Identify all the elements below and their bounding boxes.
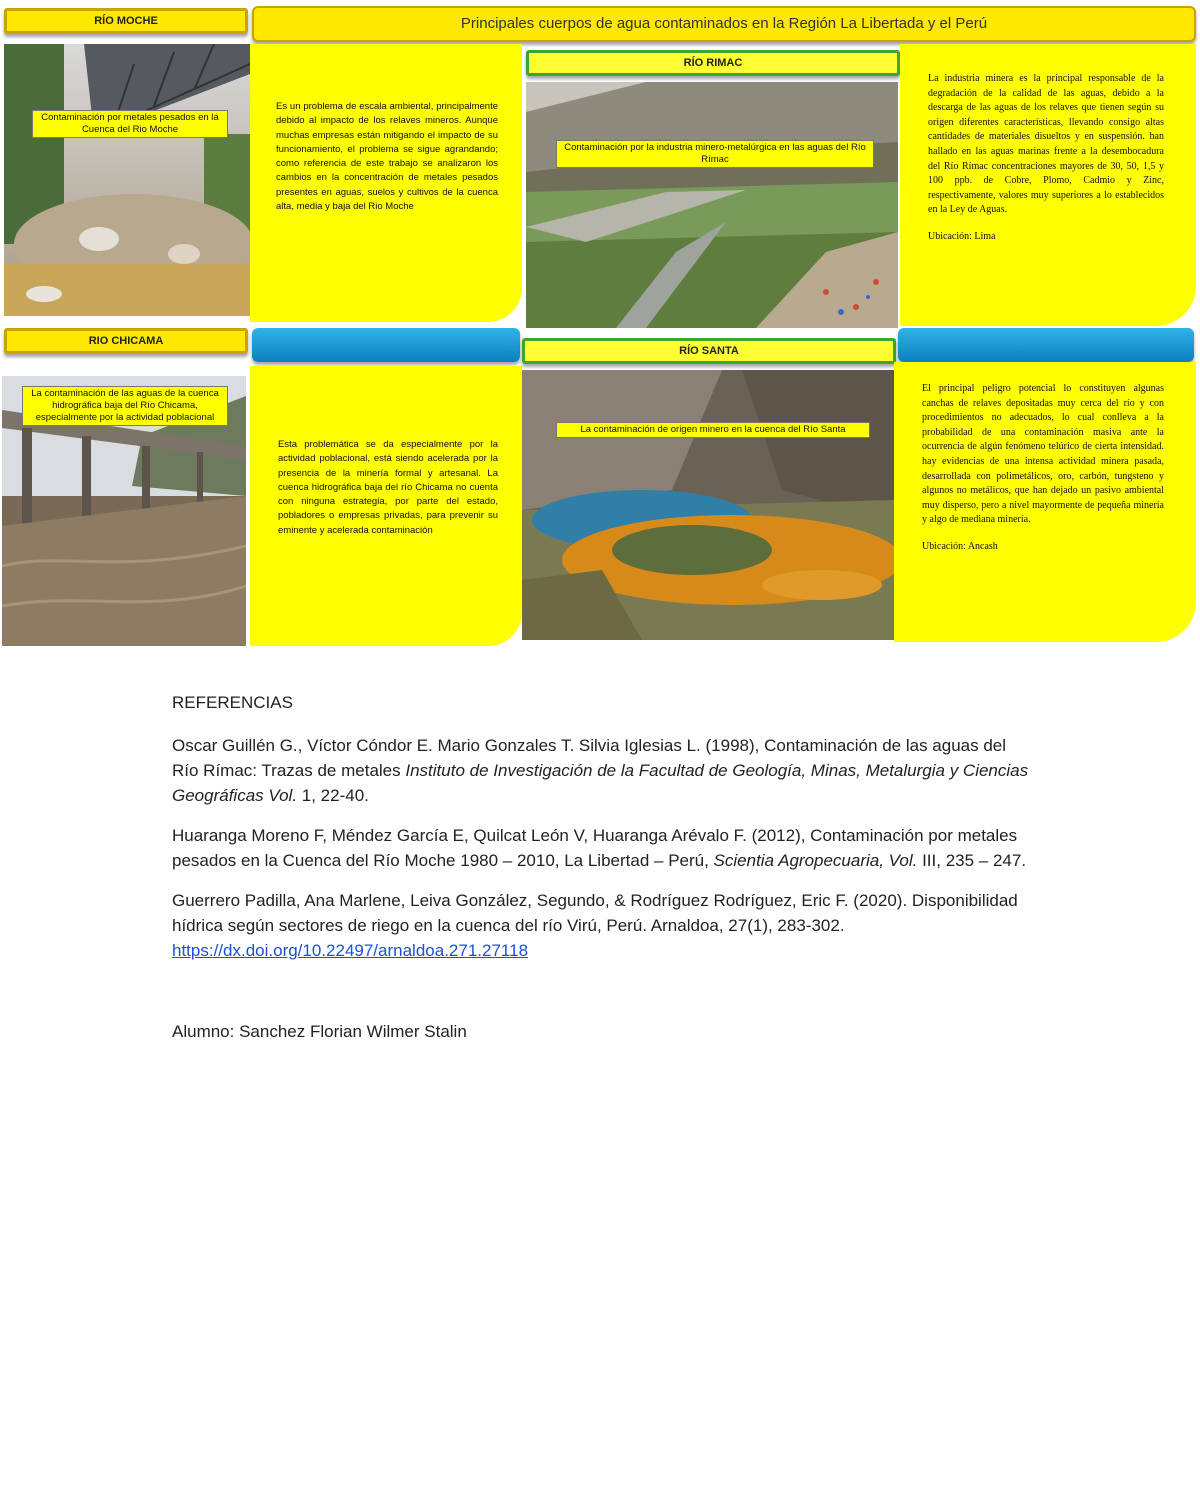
moche-photo-image (4, 44, 250, 316)
rimac-text-block (928, 72, 1164, 257)
chicama-text: Esta problemática se da especialmente por la actividad poblacional, está siendo acelerada por la presencia de la minería formal y artesanal. La cuenca hidrográfica baja del río Chicama no cuenta con ninguna estrategia, por parte del estado, pobladores o empresas privadas, para prevenir su eminente y acelerada contaminación (278, 439, 498, 536)
moche-text: Es un problema de escala ambiental, principalmente debido al impacto de los relaves mineros. Aunque muchas empresas están mitigando el impacto de su funcionamiento, el problema se sigue agrandando; como referencia de este trabajo se analizaron los cambios en la concentración de metales pesados presentes en aguas, suelos y cultivos de la cuenca alta, media y baja del Rio Moche (276, 101, 498, 213)
rimac-caption: Contaminación por la industria minero-metalúrgica en las aguas del Río Rímac (556, 140, 874, 168)
moche-photo (4, 44, 250, 316)
moche-tag: RÍO MOCHE (4, 8, 248, 34)
reference-3-doi-link[interactable]: https://dx.doi.org/10.22497/arnaldoa.271.27118 (172, 941, 529, 960)
santa-blue-bar (898, 328, 1194, 362)
rimac-tag: RÍO RIMAC (526, 50, 900, 76)
rimac-text: La industria minera es la principal responsable de la degradación de la calidad de las aguas, debido a la descarga de las aguas de los relaves que tienen según su origen diferentes características, llevando consigo altas cantidades de materiales disueltos y en suspensión. han hallado en las aguas marinas frente a la desembocadura del Río Rímac concentraciones mayores de 30, 50, 1,5 y 100 ppb. de Cobre, Plomo, Cadmio y Zinc, respectivamente, valores muy superiores a lo establecidos en la Ley de Aguas. (928, 73, 1164, 216)
santa-text-block (922, 382, 1164, 567)
santa-text: El principal peligro potencial lo constituyen algunas canchas de relaves depositadas muy cerca del río y con procedimientos no adecuados, lo cual conlleva a la probabilidad de una contaminación masiva ante la ocurrencia de algún fenómeno telúrico de cierta intensidad. hay evidencias de una intensa actividad minera pasada, desarrollada con polimetálicos, oro, carbón, tungsteno y algunos no metálicos, que han dejado un pasivo ambiental muy disperso, pero a nivel mayormente de pequeña minería y algo de mediana minería. (922, 383, 1164, 526)
reference-2-journal: Scientia Agropecuaria, Vol. (713, 851, 918, 870)
references-section (172, 690, 1032, 1059)
reference-1 (172, 733, 1032, 808)
reference-2-pages: III, 235 – 247. (917, 851, 1027, 870)
chicama-caption: La contaminación de las aguas de la cuenca hidrográfica baja del Río Chicama, especialmente por la actividad poblacional (22, 386, 228, 426)
reference-2 (172, 823, 1032, 873)
santa-photo-image (522, 370, 894, 640)
santa-caption: La contaminación de origen minero en la cuenca del Río Santa (556, 422, 870, 438)
moche-card (250, 44, 522, 322)
rimac-card (900, 44, 1196, 326)
reference-2-text: Huaranga Moreno F, Méndez García E, Quilcat León V, Huaranga Arévalo F. (2012), Contaminación por metales pesados en la Cuenca del Río Moche 1980 – 2010, La Libertad – Perú, (172, 826, 1018, 870)
references-heading: REFERENCIAS (172, 693, 293, 712)
santa-location: Ubicación: Ancash (922, 540, 998, 552)
reference-3 (172, 888, 1032, 963)
reference-1-journal: Instituto de Investigación de la Facultad de Geología, Minas, Metalurgia y Ciencias Geográficas Vol. (172, 761, 1029, 805)
student-name: Alumno: Sanchez Florian Wilmer Stalin (172, 1022, 467, 1041)
reference-3-text: Guerrero Padilla, Ana Marlene, Leiva González, Segundo, & Rodríguez Rodríguez, Eric F. (2020). Disponibilidad hídrica según sectores de riego en la cuenca del río Virú, Perú. Arnaldoa, 27(1), 283-302. (172, 891, 1018, 935)
santa-card (894, 362, 1196, 642)
page-title (252, 6, 1196, 42)
chicama-card (250, 366, 522, 646)
rimac-photo-image (526, 82, 898, 328)
page-title-text: Principales cuerpos de agua contaminados en la Región La Libertada y el Perú (460, 15, 988, 32)
chicama-blue-bar (252, 328, 520, 362)
moche-caption: Contaminación por metales pesados en la Cuenca del Rio Moche (32, 110, 228, 138)
santa-tag: RÍO SANTA (522, 338, 896, 364)
chicama-photo (2, 376, 246, 646)
santa-photo (522, 370, 894, 640)
rimac-location: Ubicación: Lima (928, 230, 996, 242)
reference-1-pages: 1, 22-40. (297, 786, 369, 805)
reference-1-text: Oscar Guillén G., Víctor Cóndor E. Mario Gonzales T. Silvia Iglesias L. (1998), Contaminación de las aguas del Río Rímac: Trazas de metales (172, 736, 1007, 780)
rimac-photo (526, 82, 898, 328)
chicama-tag: RIO CHICAMA (4, 328, 248, 354)
